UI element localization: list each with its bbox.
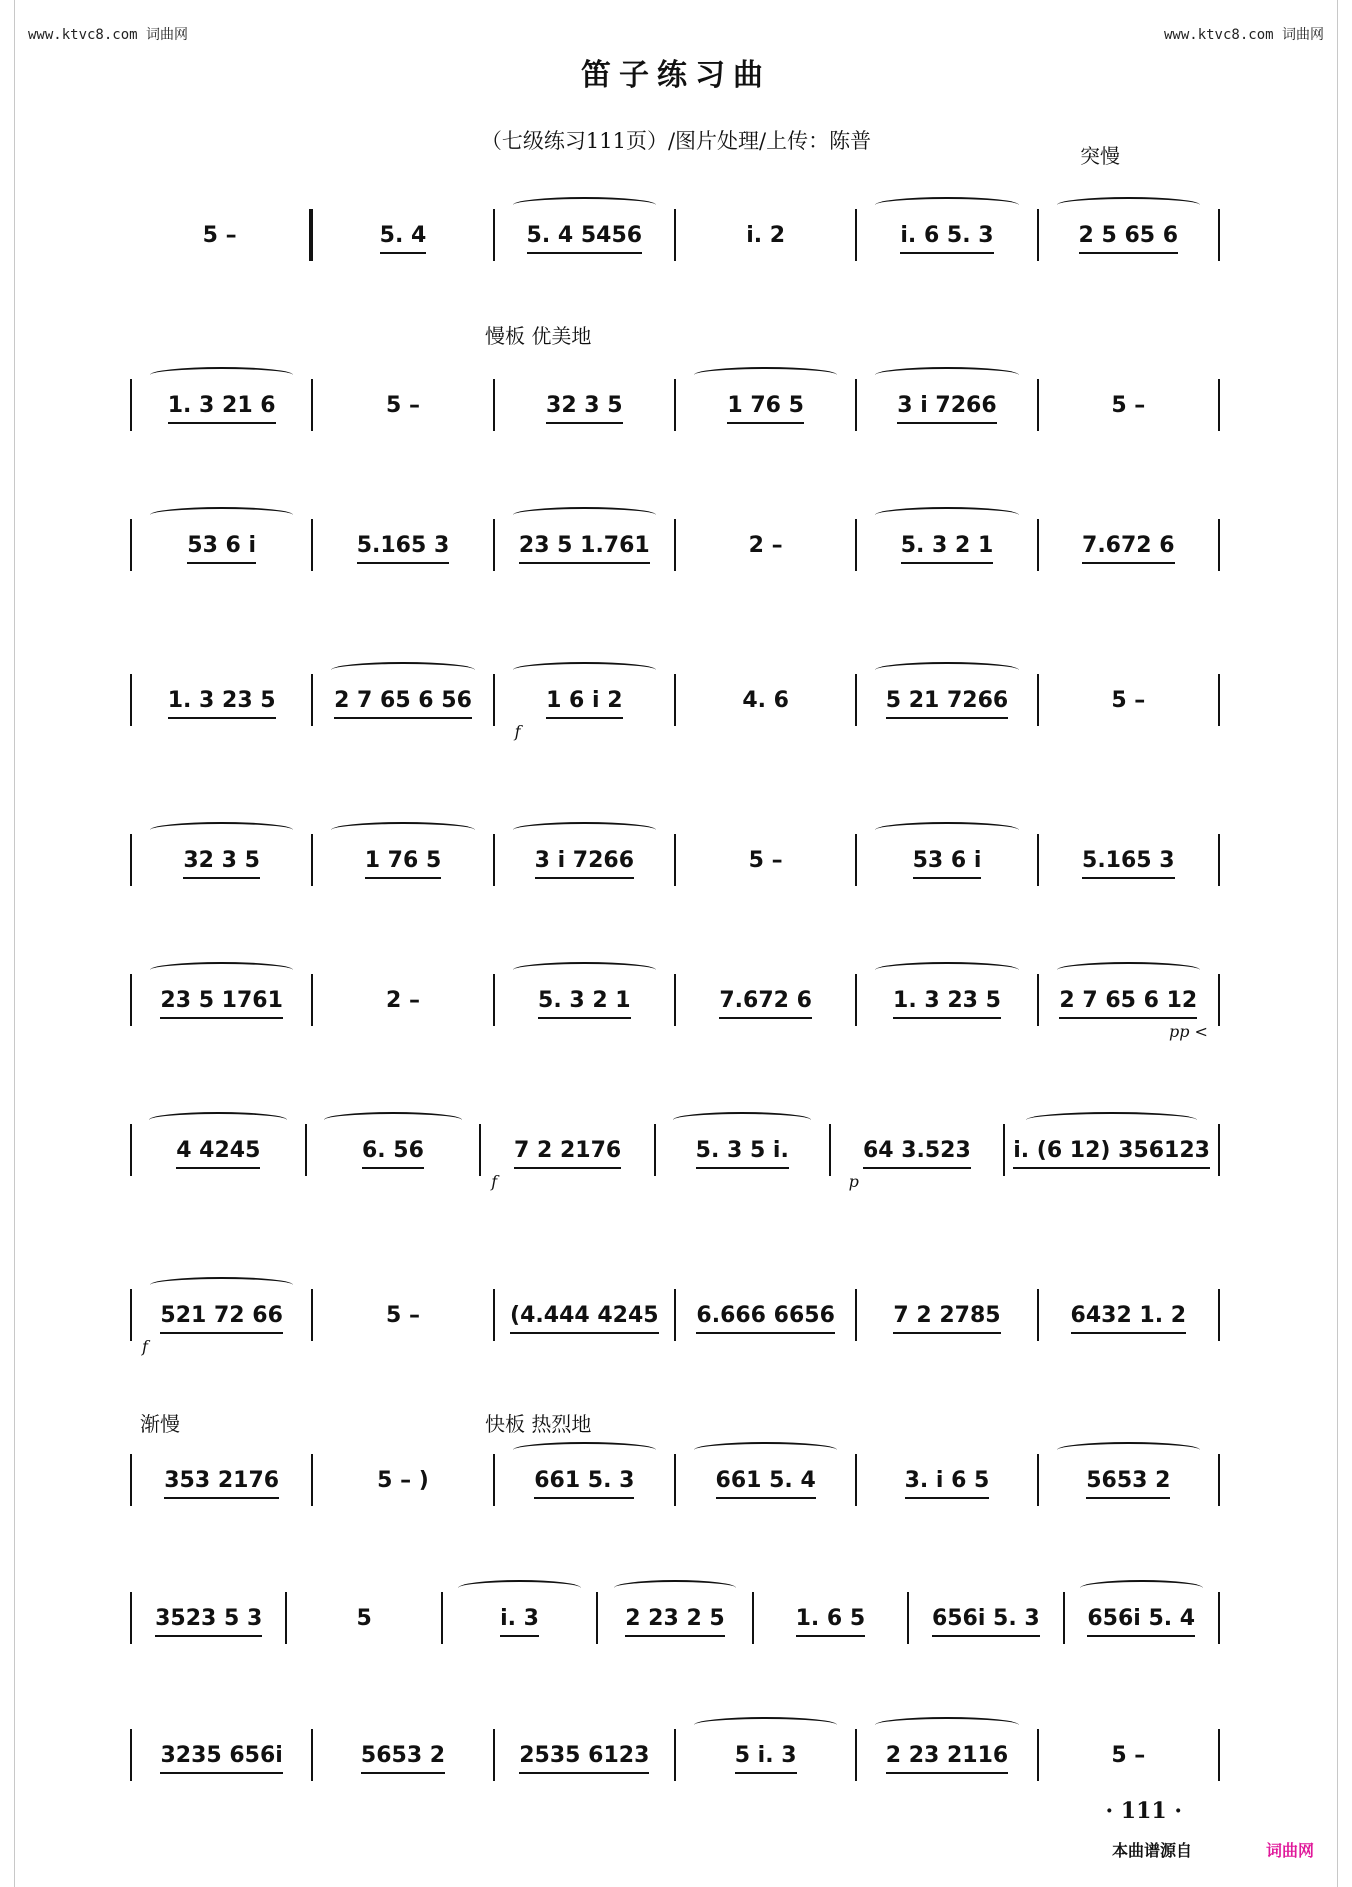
measure-notes: 5653 2 <box>360 1742 446 1768</box>
measure-notes: i. 3 <box>500 1605 539 1631</box>
slur <box>150 822 293 838</box>
score-row-4 <box>130 670 1220 741</box>
measure <box>676 209 857 261</box>
measure-notes: 7 2 2785 <box>893 1302 1001 1328</box>
measure <box>130 834 313 886</box>
measure <box>313 834 494 886</box>
score-row-2 <box>130 375 1220 435</box>
score-row-11 <box>130 1725 1220 1785</box>
measure-notes: i. (6 12) 356123 <box>1013 1137 1210 1163</box>
measure-notes: 5. 3 5 i. <box>695 1137 789 1163</box>
slur <box>149 1112 287 1128</box>
measure <box>313 1289 494 1341</box>
measure <box>857 1454 1038 1506</box>
dynamic-forte: f <box>514 722 521 741</box>
measure-notes: 5 i. 3 <box>734 1742 797 1768</box>
measure <box>676 1454 857 1506</box>
slur <box>875 367 1018 383</box>
measure-notes: 7 2 2176 <box>514 1137 622 1163</box>
score-title: 笛子练习曲 <box>581 58 771 93</box>
footer-source-text: 本曲谱源自 <box>1111 1841 1192 1860</box>
score-row-8 <box>130 1285 1220 1356</box>
measure-notes: 5 – <box>202 222 237 248</box>
measure <box>1039 1289 1220 1341</box>
slur <box>1057 962 1200 978</box>
measure <box>495 834 676 886</box>
score-row-6 <box>130 970 1220 1041</box>
measure-notes: 7.672 6 <box>719 987 812 1013</box>
slur <box>614 1580 737 1596</box>
measure-notes: 3 i 7266 <box>534 847 635 873</box>
measure-notes: 23 5 1761 <box>160 987 283 1013</box>
measure <box>1039 209 1220 261</box>
measure-notes: 5.165 3 <box>1082 847 1175 873</box>
slur <box>1057 197 1200 213</box>
measure <box>130 974 313 1026</box>
score-row-3 <box>130 515 1220 575</box>
measure-notes: 5. 4 5456 <box>526 222 643 248</box>
score-row-10 <box>130 1588 1220 1648</box>
measure <box>130 674 313 726</box>
measure-notes: 2 5 65 6 <box>1078 222 1179 248</box>
measure <box>130 1729 313 1781</box>
measure-notes: 6432 1. 2 <box>1070 1302 1187 1328</box>
measure-notes: 2 7 65 6 56 <box>334 687 472 713</box>
slur <box>694 1442 837 1458</box>
measure <box>857 834 1038 886</box>
measure <box>443 1592 598 1644</box>
measure <box>1039 834 1220 886</box>
measure-notes: 656i 5. 4 <box>1087 1605 1196 1631</box>
measure-notes: 5 – ) <box>377 1467 429 1493</box>
measure-notes: 656i 5. 3 <box>931 1605 1040 1631</box>
measure-notes: 1 76 5 <box>364 847 442 873</box>
score-row-7 <box>130 1120 1220 1191</box>
measure <box>676 519 857 571</box>
measure <box>676 379 857 431</box>
measure <box>676 1289 857 1341</box>
watermark-right: www.ktvc8.com 词曲网 <box>1163 27 1324 43</box>
measure-notes: 5 – <box>386 1302 420 1328</box>
measure <box>495 1454 676 1506</box>
slur <box>694 1717 837 1733</box>
measure <box>598 1592 753 1644</box>
measure <box>857 974 1038 1026</box>
measure-notes: 661 5. 4 <box>715 1467 816 1493</box>
measure-notes: 53 6 i <box>187 532 257 558</box>
score-row-1 <box>130 205 1220 265</box>
measure <box>313 674 494 726</box>
measure <box>313 379 494 431</box>
measure <box>676 1729 857 1781</box>
measure <box>857 379 1038 431</box>
measure-notes: 23 5 1.761 <box>518 532 650 558</box>
measure-notes: 6.666 6656 <box>696 1302 835 1328</box>
measure <box>130 209 311 261</box>
measure-notes: 1. 3 21 6 <box>167 392 276 418</box>
measure <box>1005 1124 1220 1176</box>
footer-brand-link[interactable]: 词曲网 <box>1265 1841 1314 1860</box>
measure-notes: 1. 3 23 5 <box>893 987 1001 1013</box>
measure <box>481 1124 656 1191</box>
measure-notes: 32 3 5 <box>183 847 260 873</box>
measure <box>676 834 857 886</box>
measure-notes: 2 23 2 5 <box>625 1605 725 1631</box>
measure-notes: 5 21 7266 <box>885 687 1009 713</box>
measure <box>313 1729 494 1781</box>
measure <box>313 974 494 1026</box>
slur <box>513 962 656 978</box>
measure <box>130 1592 287 1644</box>
score-page <box>20 0 1332 1887</box>
measure <box>307 1124 482 1176</box>
measure <box>857 1289 1038 1341</box>
measure <box>656 1124 831 1176</box>
measure-notes: i. 2 <box>746 222 786 248</box>
measure <box>495 1729 676 1781</box>
slur <box>513 197 656 213</box>
measure-notes: 5. 3 2 1 <box>900 532 994 558</box>
left-margin-strip <box>0 0 15 1887</box>
measure-notes: 3 i 7266 <box>897 392 997 418</box>
measure-notes: 5 – <box>1111 392 1146 418</box>
measure <box>831 1124 1006 1191</box>
measure-notes: 4. 6 <box>742 687 789 713</box>
slur <box>331 662 474 678</box>
slur <box>150 1277 293 1293</box>
measure-notes: 7.672 6 <box>1082 532 1175 558</box>
page-number: · 111 · <box>1105 1798 1182 1824</box>
measure <box>857 1729 1038 1781</box>
measure-notes: 1 6 i 2 <box>546 687 623 713</box>
slur <box>875 1717 1018 1733</box>
slur <box>694 367 837 383</box>
measure-notes: 5 – <box>1111 1742 1146 1768</box>
measure <box>495 674 676 741</box>
measure <box>857 209 1038 261</box>
measure-notes: 1. 6 5 <box>795 1605 866 1631</box>
measure <box>287 1592 442 1644</box>
slur <box>513 822 656 838</box>
measure <box>311 209 494 261</box>
slur <box>150 962 293 978</box>
measure-notes: 4 4245 <box>176 1137 261 1163</box>
slur <box>513 662 656 678</box>
slur <box>875 197 1018 213</box>
measure <box>1039 379 1220 431</box>
measure-notes: 2 – <box>748 532 783 558</box>
slur <box>1080 1580 1203 1596</box>
dynamic-pianissimo: pp < <box>1168 1022 1208 1041</box>
dynamic-piano: p <box>848 1172 859 1191</box>
measure-notes: 1. 3 23 5 <box>167 687 276 713</box>
measure <box>130 379 313 431</box>
tempo-mark-gradually-slower: 渐慢 <box>140 1412 180 1436</box>
measure <box>130 519 313 571</box>
score-subtitle: （七级练习111页）/图片处理/上传：陈普 <box>480 129 872 153</box>
tempo-mark-sudden-slow: 突慢 <box>1080 144 1120 168</box>
measure-notes: 5 – <box>1111 687 1146 713</box>
measure-notes: 5. 3 2 1 <box>538 987 631 1013</box>
slur <box>150 507 293 523</box>
slur <box>875 662 1018 678</box>
measure <box>676 674 857 726</box>
right-margin-strip <box>1337 0 1352 1887</box>
slur <box>875 822 1018 838</box>
measure <box>1065 1592 1220 1644</box>
slur <box>150 367 293 383</box>
measure <box>857 674 1038 726</box>
measure-notes: 2 – <box>386 987 420 1013</box>
watermark-left: www.ktvc8.com 词曲网 <box>28 27 189 43</box>
score-row-5 <box>130 830 1220 890</box>
measure-notes: 1 76 5 <box>727 392 804 418</box>
measure-notes: 2535 6123 <box>519 1742 650 1768</box>
measure <box>1039 1454 1220 1506</box>
measure <box>1039 674 1220 726</box>
slur <box>1026 1112 1196 1128</box>
measure <box>313 519 494 571</box>
measure <box>495 379 676 431</box>
measure-notes: 64 3.523 <box>862 1137 971 1163</box>
measure <box>676 974 857 1026</box>
score-row-9 <box>130 1450 1220 1510</box>
measure-notes: 5 – <box>386 392 420 418</box>
slur <box>331 822 474 838</box>
measure <box>857 519 1038 571</box>
slur <box>1057 1442 1200 1458</box>
slur <box>458 1580 581 1596</box>
measure <box>909 1592 1064 1644</box>
dynamic-forte: f <box>142 1337 148 1356</box>
measure-notes: 5 – <box>748 847 783 873</box>
measure-notes: 5. 4 <box>379 222 427 248</box>
slur <box>513 507 656 523</box>
slur <box>513 1442 656 1458</box>
measure-notes: 2 7 65 6 12 <box>1059 987 1198 1013</box>
measure <box>130 1124 307 1176</box>
tempo-mark-slow-graceful: 慢板 优美地 <box>485 324 592 348</box>
measure <box>313 1454 494 1506</box>
measure-notes: 3235 656i <box>160 1742 283 1768</box>
measure <box>130 1289 313 1356</box>
slur <box>875 962 1018 978</box>
measure-notes: 2 23 2116 <box>885 1742 1009 1768</box>
measure-notes: 6. 56 <box>361 1137 424 1163</box>
measure-notes: 353 2176 <box>164 1467 280 1493</box>
measure <box>1039 519 1220 571</box>
measure-notes: 5.165 3 <box>356 532 450 558</box>
measure <box>495 1289 676 1341</box>
measure-notes: 5653 2 <box>1086 1467 1171 1493</box>
measure <box>495 974 676 1026</box>
measure-notes: 53 6 i <box>912 847 982 873</box>
dynamic-forte: f <box>491 1172 498 1191</box>
measure-notes: 5 <box>356 1605 372 1631</box>
measure-notes: i. 6 5. 3 <box>900 222 994 248</box>
measure <box>754 1592 909 1644</box>
measure-notes: 3. i 6 5 <box>904 1467 990 1493</box>
measure-notes: (4.444 4245 <box>510 1302 659 1328</box>
measure <box>130 1454 313 1506</box>
measure <box>1039 1729 1220 1781</box>
measure-notes: 661 5. 3 <box>534 1467 635 1493</box>
measure <box>495 519 676 571</box>
measure-notes: 3523 5 3 <box>155 1605 263 1631</box>
slur <box>324 1112 462 1128</box>
measure <box>1039 974 1220 1041</box>
slur <box>673 1112 811 1128</box>
measure-notes: 521 72 66 <box>160 1302 283 1328</box>
measure-notes: 32 3 5 <box>546 392 623 418</box>
slur <box>875 507 1018 523</box>
tempo-mark-fast-fiery: 快板 热烈地 <box>485 1412 592 1436</box>
measure <box>495 209 676 261</box>
